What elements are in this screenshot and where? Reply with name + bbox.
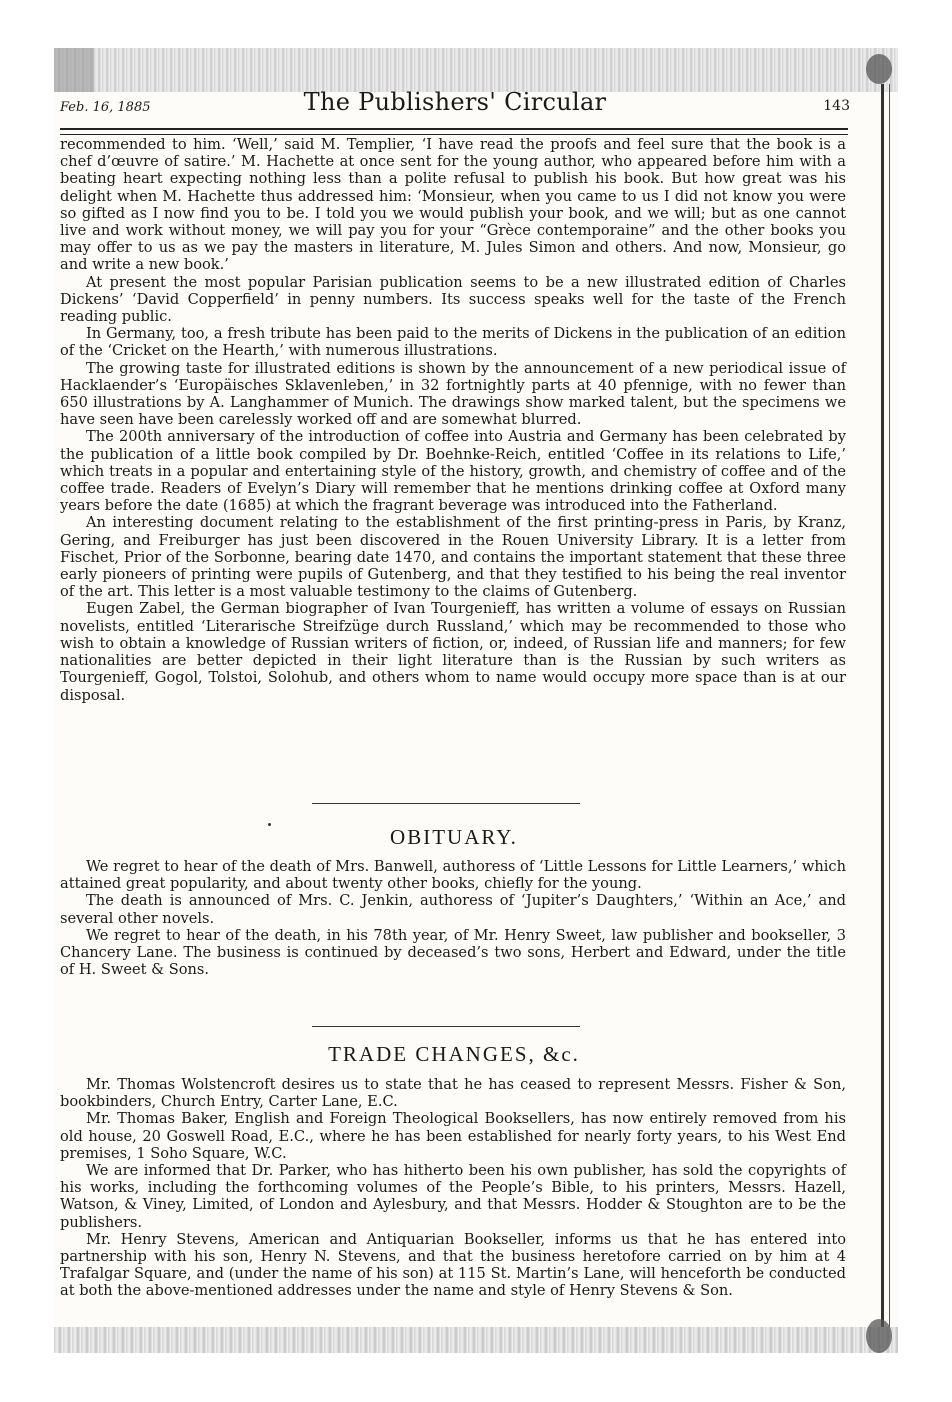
trade-paragraph: We are informed that Dr. Parker, who has hitherto been his own publisher, has sold the copyrights of his works, including the forthcoming volumes of the People’s Bible, to his printers, Messrs. Hazell, Watson, & Viney, Limited, of London and Aylesbury, and that Messrs. Hodder & Stoughton are to be the publishers. <box>60 1162 846 1231</box>
obituary-heading: OBITUARY. <box>390 825 518 849</box>
obituary-paragraph: We regret to hear of the death of Mrs. Banwell, authoress of ‘Little Lessons for Little Learners,’ which attained great popularity, and about twenty other books, chiefly for the young. <box>60 858 846 893</box>
section-divider <box>312 1026 580 1027</box>
right-border-rule <box>881 84 884 1334</box>
paragraph: An interesting document relating to the establishment of the first printing-press in Paris, by Kranz, Gering, and Freiburger has just been discovered in the Rouen University Library. It is a letter from Fischet, Prior of the Sorbonne, bearing date 1470, and contains the important statement that these three early pioneers of printing were pupils of Gutenberg, and that they testified to his being the real inventor of the art. This letter is a most valuable testimony to the claims of Gutenberg. <box>60 514 846 601</box>
corner-ornament-left <box>54 48 94 92</box>
trade-changes-section <box>60 1076 846 1300</box>
header-date: Feb. 16, 1885 <box>60 100 151 115</box>
trade-changes-heading: TRADE CHANGES, &c. <box>328 1042 580 1066</box>
trade-paragraph: Mr. Thomas Baker, English and Foreign Theological Booksellers, has now entirely removed from his old house, 20 Goswell Road, E.C., where he has been established for nearly forty years, to his West End premises, 1 Soho Square, W.C. <box>60 1110 846 1162</box>
article-body <box>60 136 846 704</box>
top-border-ornament <box>54 48 898 92</box>
right-border-rule-thin <box>889 84 890 1334</box>
paragraph: In Germany, too, a fresh tribute has been paid to the merits of Dickens in the publication of an edition of the ‘Cricket on the Hearth,’ with numerous illustrations. <box>60 325 846 360</box>
newspaper-page <box>54 48 898 1353</box>
header-rule <box>60 128 848 135</box>
page-header <box>60 88 850 124</box>
obituary-section <box>60 858 846 978</box>
obituary-paragraph: The death is announced of Mrs. C. Jenkin, authoress of ‘Jupiter’s Daughters,’ ‘Within an Ace,’ and several other novels. <box>60 892 846 927</box>
paragraph: The 200th anniversary of the introduction of coffee into Austria and Germany has been celebrated by the publication of a little book compiled by Dr. Boehnke-Reich, entitled ‘Coffee in its relations to Life,’ which treats in a popular and entertaining style of the history, growth, and chemistry of coffee and of the coffee trade. Readers of Evelyn’s Diary will remember that he mentions drinking coffee at Oxford many years before the date (1685) at which the fragrant beverage was introduced into the Fatherland. <box>60 428 846 515</box>
publication-title: The Publishers' Circular <box>303 88 607 116</box>
obituary-paragraph: We regret to hear of the death, in his 78th year, of Mr. Henry Sweet, law publisher and bookseller, 3 Chancery Lane. The business is continued by deceased’s two sons, Herbert and Edward, under the title of H. Sweet & Sons. <box>60 926 846 979</box>
bottom-border-ornament <box>54 1327 898 1353</box>
page-number: 143 <box>823 98 850 114</box>
paragraph: Eugen Zabel, the German biographer of Ivan Tourgenieff, has written a volume of essays on Russian novelists, entitled ‘Literarische Streifzüge durch Russland,’ which may be recommended to those who wish to obtain a knowledge of Russian writers of fiction, or, indeed, of Russian life and manners; for few nationalities are better depicted in their light literature than is the Russian by such writers as Tourgenieff, Gogol, Tolstoi, Solohub, and others whom to name would occupy more space than is at our disposal. <box>60 600 846 704</box>
paragraph: recommended to him. ‘Well,’ said M. Templier, ‘I have read the proofs and feel sure that the book is a chef d’œuvre of satire.’ M. Hachette at once sent for the young author, who appeared before him with a beating heart expecting nothing less than a polite refusal to publish his book. But how great was his delight when M. Hachette thus addressed him: ‘Monsieur, when you came to us I did not know you were so gifted as I now find you to be. I told you we would publish your book, and we will; but as one cannot live and work without money, we will pay you for your “Grèce contemporaine” and the other books you may offer to us as we pay the masters in literature, M. Jules Simon and others. And now, Monsieur, go and write a new book.’ <box>60 136 846 274</box>
trade-paragraph: Mr. Thomas Wolstencroft desires us to state that he has ceased to represent Messrs. Fisher & Son, bookbinders, Church Entry, Carter Lane, E.C. <box>60 1076 846 1111</box>
trade-paragraph: Mr. Henry Stevens, American and Antiquarian Bookseller, informs us that he has entered into partnership with his son, Henry N. Stevens, and that the business heretofore carried on by him at 4 Trafalgar Square, and (under the name of his son) at 115 St. Martin’s Lane, will henceforth be conducted at both the above-mentioned addresses under the name and style of Henry Stevens & Son. <box>60 1230 846 1300</box>
corner-ornament-bottom-right <box>866 1319 892 1353</box>
corner-ornament-right <box>866 54 892 84</box>
paragraph: The growing taste for illustrated editions is shown by the announcement of a new periodical issue of Hacklaender’s ‘Europäisches Sklavenleben,’ in 32 fortnightly parts at 40 pfennige, with no fewer than 650 illustrations by A. Langhammer of Munich. The drawings show marked talent, but the specimens we have seen have been carelessly worked off and are somewhat blurred. <box>60 359 846 429</box>
section-divider <box>312 803 580 804</box>
paragraph: At present the most popular Parisian publication seems to be a new illustrated edition of Charles Dickens’ ‘David Copperfield’ in penny numbers. Its success speaks well for the taste of the French reading public. <box>60 273 846 326</box>
